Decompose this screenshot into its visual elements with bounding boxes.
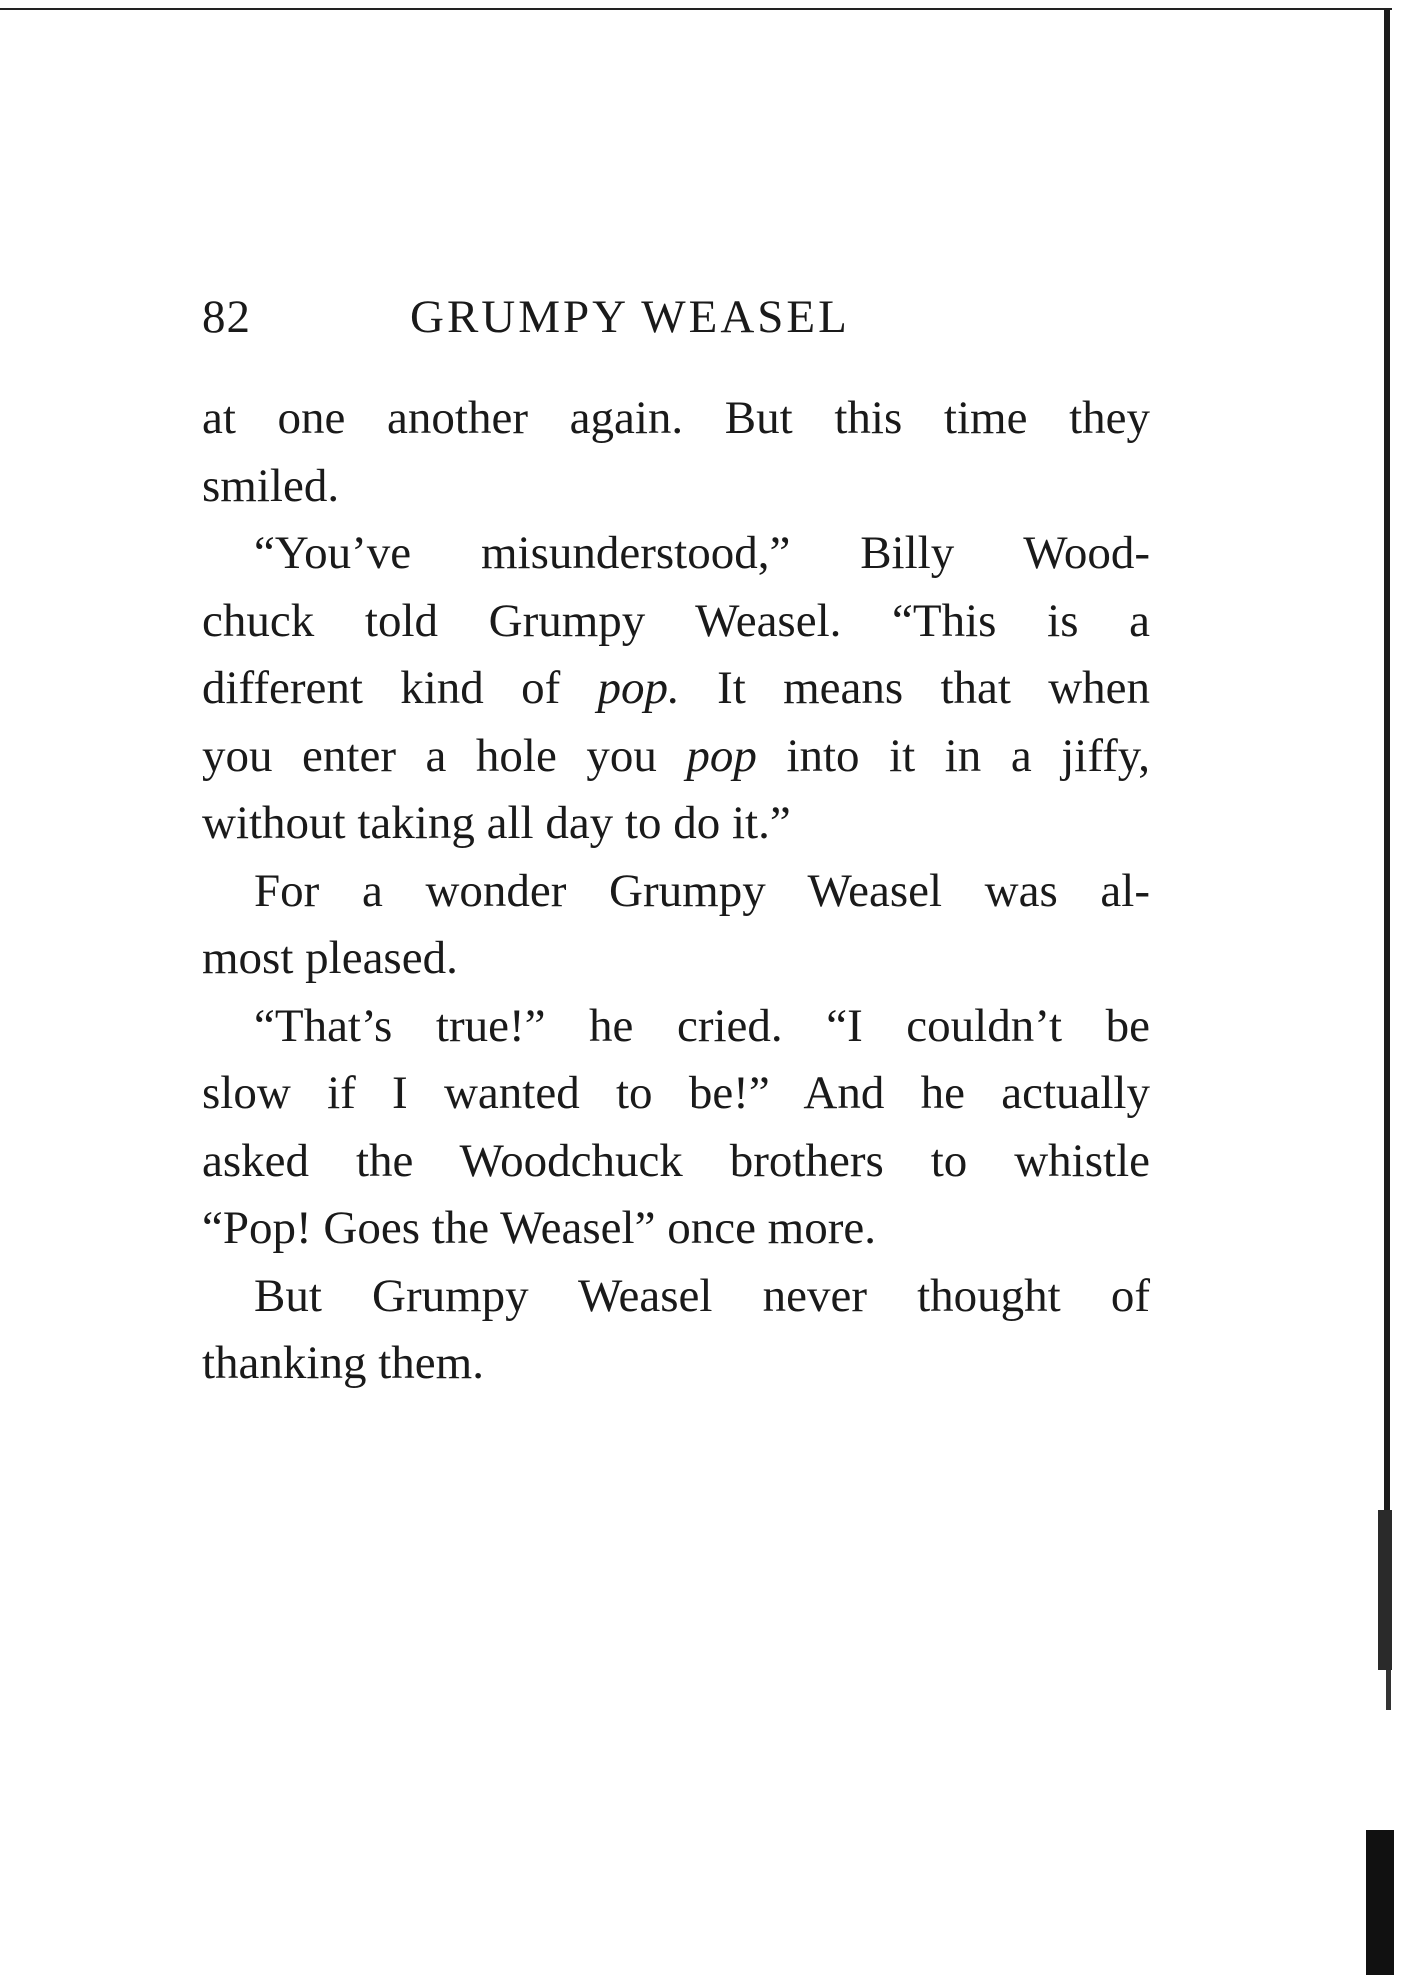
text-line: asked the Woodchuck brothers to whistle bbox=[202, 1134, 1150, 1187]
text-line: without taking all day to do it.” bbox=[202, 797, 791, 849]
binding-shadow bbox=[1360, 10, 1394, 1975]
page-number: 82 bbox=[202, 291, 251, 343]
text-line: slow if I wanted to be!” And he actually bbox=[202, 1067, 1150, 1119]
text-line: chuck told Grumpy Weasel. “This is a bbox=[202, 594, 1150, 647]
text-segment: It means that when bbox=[717, 662, 1151, 714]
text-segment: you enter a hole you bbox=[202, 729, 687, 782]
text-line: But Grumpy Weasel never thought of bbox=[254, 1269, 1150, 1322]
text-line: smiled. bbox=[202, 459, 340, 512]
top-page-rule bbox=[0, 8, 1392, 10]
italic-word: pop bbox=[686, 729, 757, 782]
italic-word: pop. bbox=[597, 662, 680, 714]
running-title: GRUMPY WEASEL bbox=[410, 291, 850, 343]
text-line: For a wonder Grumpy Weasel was al- bbox=[254, 864, 1150, 917]
text-line: “That’s true!” he cried. “I couldn’t be bbox=[254, 999, 1150, 1052]
text-line: thanking them. bbox=[202, 1337, 484, 1389]
text-line-with-italic bbox=[202, 723, 1150, 791]
page-header bbox=[202, 290, 1202, 344]
text-line: most pleased. bbox=[202, 932, 458, 984]
text-line: “You’ve misunderstood,” Billy Wood- bbox=[254, 527, 1150, 579]
text-segment: into it in a jiffy, bbox=[786, 729, 1151, 782]
text-line: at one another again. But this time they bbox=[202, 392, 1150, 444]
text-line-with-italic bbox=[202, 655, 1150, 723]
body-text bbox=[202, 385, 1150, 1398]
text-segment: different kind of bbox=[202, 662, 598, 714]
text-line: “Pop! Goes the Weasel” once more. bbox=[202, 1202, 876, 1254]
